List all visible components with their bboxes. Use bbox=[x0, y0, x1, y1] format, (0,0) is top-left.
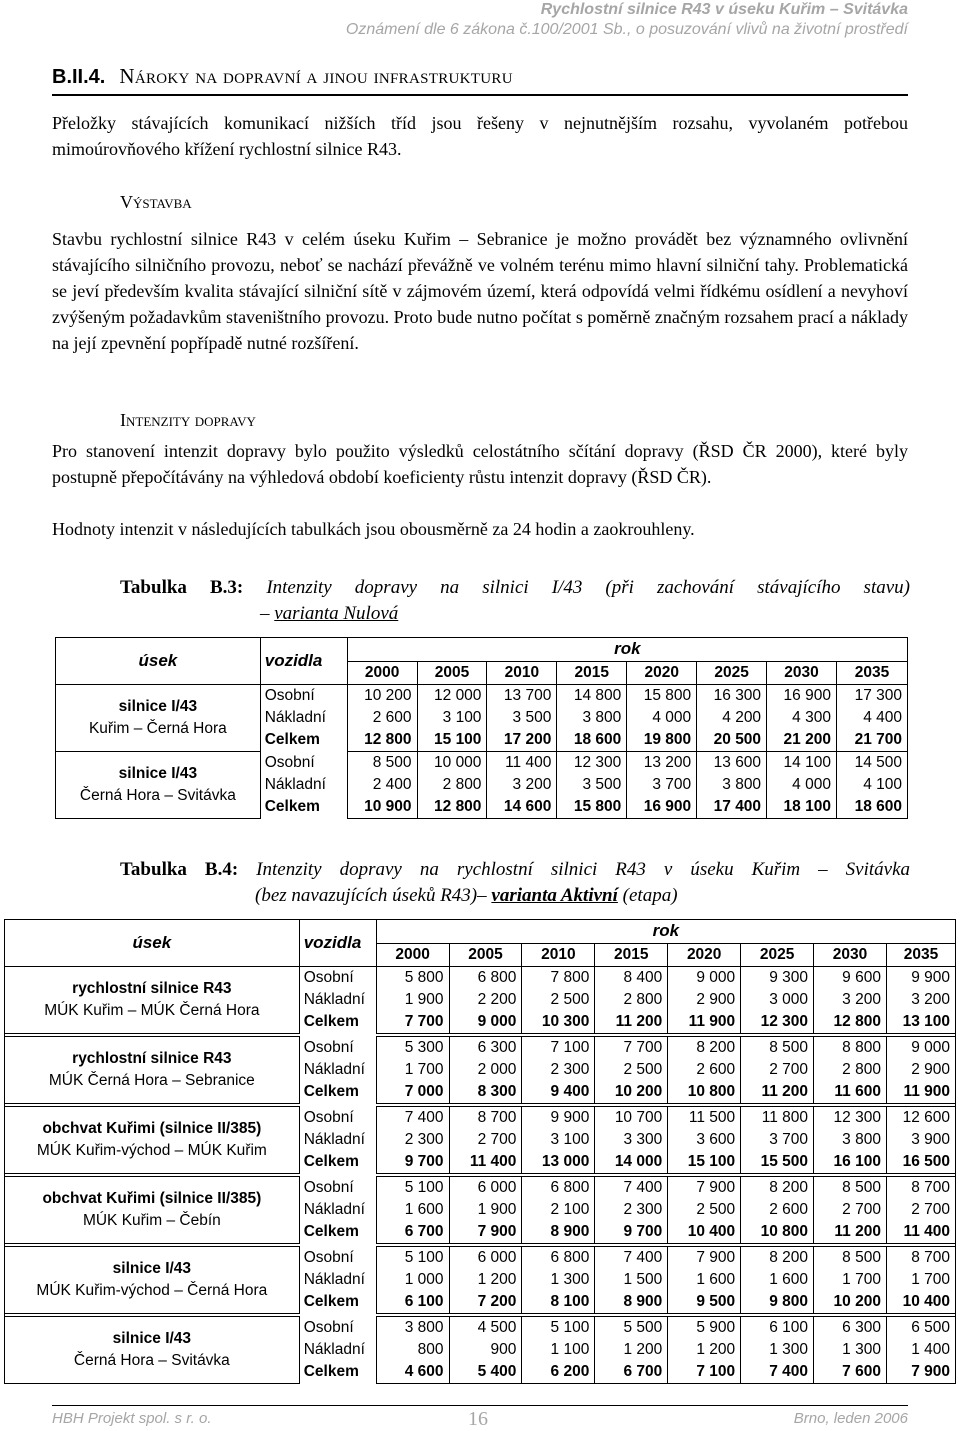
value-cell: 2 800 bbox=[417, 774, 487, 796]
value-cell: 7 000 bbox=[376, 1081, 449, 1104]
value-cell: 3 900 bbox=[886, 1129, 955, 1151]
value-cell: 9 700 bbox=[376, 1151, 449, 1174]
vehicle-type: Nákladní bbox=[299, 1059, 376, 1081]
value-cell: 9 000 bbox=[886, 1037, 955, 1060]
value-cell: 3 700 bbox=[741, 1129, 814, 1151]
value-cell: 3 800 bbox=[557, 707, 627, 729]
header-title: Rychlostní silnice R43 v úseku Kuřim – Svitávka bbox=[540, 1, 908, 18]
value-cell: 10 300 bbox=[522, 1011, 595, 1034]
value-cell: 7 100 bbox=[522, 1037, 595, 1060]
value-cell: 3 800 bbox=[814, 1129, 887, 1151]
value-cell: 17 300 bbox=[836, 685, 907, 708]
vehicle-type: Nákladní bbox=[299, 1129, 376, 1151]
value-cell: 8 700 bbox=[449, 1107, 522, 1130]
value-cell: 13 100 bbox=[886, 1011, 955, 1034]
value-cell: 1 600 bbox=[741, 1269, 814, 1291]
value-cell: 8 700 bbox=[886, 1247, 955, 1270]
segment-name: MÚK Kuřim – MÚK Černá Hora bbox=[44, 1002, 260, 1019]
header-subtitle: Oznámení dle 6 zákona č.100/2001 Sb., o posuzování vlivů na životní prostředí bbox=[345, 21, 908, 38]
intenzity-heading: Intenzity dopravy bbox=[120, 410, 256, 430]
vehicle-type: Osobní bbox=[299, 967, 376, 990]
table4 bbox=[4, 919, 956, 1384]
table3-caption-dash: – bbox=[260, 603, 270, 624]
value-cell: 6 800 bbox=[522, 1177, 595, 1200]
value-cell: 7 900 bbox=[449, 1221, 522, 1244]
vehicle-type: Celkem bbox=[299, 1081, 376, 1104]
value-cell: 1 200 bbox=[668, 1339, 741, 1361]
value-cell: 8 500 bbox=[347, 752, 417, 775]
vystavba-heading: Výstavba bbox=[120, 192, 192, 212]
intro-paragraph: Přeložky stávajících komunikací nižších tříd jsou řešeny v nejnutnějším rozsahu, vyvolaném potřebou mimoúrovňového křížení rychlostní silnice R43. bbox=[52, 113, 908, 159]
table3-caption-variant: varianta Nulová bbox=[274, 603, 399, 624]
segment-road: silnice I/43 bbox=[118, 765, 198, 782]
value-cell: 9 000 bbox=[449, 1011, 522, 1034]
value-cell: 7 900 bbox=[886, 1361, 955, 1384]
value-cell: 8 200 bbox=[741, 1177, 814, 1200]
year-header: 2035 bbox=[836, 662, 907, 685]
value-cell: 16 300 bbox=[697, 685, 767, 708]
value-cell: 2 600 bbox=[347, 707, 417, 729]
value-cell: 17 200 bbox=[487, 729, 557, 752]
value-cell: 5 400 bbox=[449, 1361, 522, 1384]
value-cell: 16 500 bbox=[886, 1151, 955, 1174]
value-cell: 11 200 bbox=[741, 1081, 814, 1104]
value-cell: 7 700 bbox=[376, 1011, 449, 1034]
value-cell: 15 100 bbox=[417, 729, 487, 752]
value-cell: 10 000 bbox=[417, 752, 487, 775]
value-cell: 17 400 bbox=[697, 796, 767, 819]
table3 bbox=[55, 637, 908, 819]
segment-name: Černá Hora – Svitávka bbox=[73, 1352, 230, 1369]
value-cell: 9 800 bbox=[741, 1291, 814, 1314]
segment-cell bbox=[5, 967, 300, 1034]
value-cell: 8 500 bbox=[741, 1037, 814, 1060]
segment-road: rychlostní silnice R43 bbox=[72, 980, 232, 997]
value-cell: 7 400 bbox=[595, 1247, 668, 1270]
value-cell: 12 600 bbox=[886, 1107, 955, 1130]
segment-road: silnice I/43 bbox=[112, 1330, 192, 1347]
value-cell: 2 500 bbox=[668, 1199, 741, 1221]
value-cell: 11 600 bbox=[814, 1081, 887, 1104]
value-cell: 2 000 bbox=[449, 1059, 522, 1081]
year-header: 2015 bbox=[557, 662, 627, 685]
table4-caption-label: Tabulka B.4: bbox=[120, 859, 239, 880]
value-cell: 15 800 bbox=[557, 796, 627, 819]
year-header: 2025 bbox=[697, 662, 767, 685]
value-cell: 1 000 bbox=[376, 1269, 449, 1291]
value-cell: 3 200 bbox=[487, 774, 557, 796]
header-vozidla: vozidla bbox=[260, 638, 347, 685]
value-cell: 2 700 bbox=[449, 1129, 522, 1151]
value-cell: 9 400 bbox=[522, 1081, 595, 1104]
value-cell: 13 200 bbox=[627, 752, 697, 775]
value-cell: 1 200 bbox=[595, 1339, 668, 1361]
value-cell: 2 700 bbox=[814, 1199, 887, 1221]
value-cell: 3 000 bbox=[741, 989, 814, 1011]
segment-cell bbox=[5, 1107, 300, 1174]
value-cell: 800 bbox=[376, 1339, 449, 1361]
segment-cell bbox=[56, 752, 261, 819]
value-cell: 6 200 bbox=[522, 1361, 595, 1384]
value-cell: 10 200 bbox=[347, 685, 417, 708]
vehicle-type: Nákladní bbox=[299, 1199, 376, 1221]
value-cell: 9 600 bbox=[814, 967, 887, 990]
value-cell: 2 500 bbox=[595, 1059, 668, 1081]
page-header bbox=[346, 0, 908, 40]
segment-name: Kuřim – Černá Hora bbox=[88, 720, 227, 737]
value-cell: 900 bbox=[449, 1339, 522, 1361]
value-cell: 1 400 bbox=[886, 1339, 955, 1361]
table4-caption-text: Intenzity dopravy na rychlostní silnici R43 v úseku Kuřim – Svitávka bbox=[256, 859, 910, 880]
table-row bbox=[5, 1177, 956, 1200]
value-cell: 8 900 bbox=[522, 1221, 595, 1244]
value-cell: 12 000 bbox=[417, 685, 487, 708]
value-cell: 6 700 bbox=[376, 1221, 449, 1244]
value-cell: 6 700 bbox=[595, 1361, 668, 1384]
header-rok: rok bbox=[376, 920, 955, 944]
value-cell: 7 600 bbox=[814, 1361, 887, 1384]
header-rok: rok bbox=[347, 638, 907, 662]
value-cell: 2 300 bbox=[595, 1199, 668, 1221]
table4-caption bbox=[120, 857, 910, 909]
value-cell: 7 100 bbox=[668, 1361, 741, 1384]
table-row bbox=[56, 685, 908, 708]
value-cell: 6 100 bbox=[741, 1317, 814, 1340]
value-cell: 8 500 bbox=[814, 1177, 887, 1200]
header-usek: úsek bbox=[56, 638, 261, 685]
value-cell: 2 600 bbox=[668, 1059, 741, 1081]
value-cell: 14 100 bbox=[767, 752, 837, 775]
value-cell: 2 300 bbox=[376, 1129, 449, 1151]
value-cell: 7 400 bbox=[376, 1107, 449, 1130]
value-cell: 18 100 bbox=[767, 796, 837, 819]
value-cell: 5 500 bbox=[595, 1317, 668, 1340]
segment-name: MÚK Kuřim-východ – Černá Hora bbox=[36, 1282, 268, 1299]
table-row bbox=[56, 752, 908, 775]
value-cell: 14 500 bbox=[836, 752, 907, 775]
value-cell: 11 400 bbox=[487, 752, 557, 775]
value-cell: 3 500 bbox=[487, 707, 557, 729]
value-cell: 1 300 bbox=[741, 1339, 814, 1361]
value-cell: 13 700 bbox=[487, 685, 557, 708]
value-cell: 9 900 bbox=[886, 967, 955, 990]
segment-cell bbox=[5, 1247, 300, 1314]
value-cell: 7 200 bbox=[449, 1291, 522, 1314]
segment-cell bbox=[5, 1037, 300, 1104]
value-cell: 2 400 bbox=[347, 774, 417, 796]
segment-cell bbox=[56, 685, 261, 752]
value-cell: 5 900 bbox=[668, 1317, 741, 1340]
value-cell: 7 400 bbox=[595, 1177, 668, 1200]
value-cell: 10 700 bbox=[595, 1107, 668, 1130]
value-cell: 2 700 bbox=[741, 1059, 814, 1081]
value-cell: 3 800 bbox=[376, 1317, 449, 1340]
vehicle-type: Osobní bbox=[299, 1107, 376, 1130]
value-cell: 2 800 bbox=[814, 1059, 887, 1081]
year-header: 2035 bbox=[886, 944, 955, 967]
value-cell: 3 100 bbox=[417, 707, 487, 729]
value-cell: 8 400 bbox=[595, 967, 668, 990]
vehicle-type: Nákladní bbox=[299, 1269, 376, 1291]
value-cell: 4 000 bbox=[767, 774, 837, 796]
vehicle-type: Nákladní bbox=[299, 1339, 376, 1361]
value-cell: 3 100 bbox=[522, 1129, 595, 1151]
value-cell: 1 700 bbox=[376, 1059, 449, 1081]
segment-name: MÚK Černá Hora – Sebranice bbox=[48, 1072, 255, 1089]
value-cell: 10 800 bbox=[741, 1221, 814, 1244]
value-cell: 11 800 bbox=[741, 1107, 814, 1130]
value-cell: 9 000 bbox=[668, 967, 741, 990]
value-cell: 1 500 bbox=[595, 1269, 668, 1291]
value-cell: 1 700 bbox=[814, 1269, 887, 1291]
value-cell: 5 800 bbox=[376, 967, 449, 990]
year-header: 2000 bbox=[347, 662, 417, 685]
section-number: B.II.4. bbox=[52, 66, 106, 88]
vehicle-type: Osobní bbox=[299, 1177, 376, 1200]
footer-company: HBH Projekt spol. s r. o. bbox=[52, 1410, 212, 1427]
value-cell: 13 600 bbox=[697, 752, 767, 775]
value-cell: 12 300 bbox=[741, 1011, 814, 1034]
value-cell: 8 500 bbox=[814, 1247, 887, 1270]
year-header: 2030 bbox=[767, 662, 837, 685]
segment-road: rychlostní silnice R43 bbox=[72, 1050, 232, 1067]
value-cell: 3 300 bbox=[595, 1129, 668, 1151]
value-cell: 3 200 bbox=[814, 989, 887, 1011]
vehicle-type: Nákladní bbox=[299, 989, 376, 1011]
table-row bbox=[5, 1317, 956, 1340]
value-cell: 10 200 bbox=[814, 1291, 887, 1314]
table-row bbox=[5, 967, 956, 990]
value-cell: 11 200 bbox=[595, 1011, 668, 1034]
year-header: 2005 bbox=[449, 944, 522, 967]
table3-caption bbox=[120, 575, 910, 627]
value-cell: 20 500 bbox=[697, 729, 767, 752]
value-cell: 15 500 bbox=[741, 1151, 814, 1174]
value-cell: 1 300 bbox=[522, 1269, 595, 1291]
value-cell: 2 900 bbox=[886, 1059, 955, 1081]
value-cell: 3 500 bbox=[557, 774, 627, 796]
year-header: 2030 bbox=[814, 944, 887, 967]
segment-road: obchvat Kuřimi (silnice II/385) bbox=[42, 1190, 262, 1207]
value-cell: 21 200 bbox=[767, 729, 837, 752]
value-cell: 8 300 bbox=[449, 1081, 522, 1104]
value-cell: 2 600 bbox=[741, 1199, 814, 1221]
value-cell: 5 300 bbox=[376, 1037, 449, 1060]
table4-caption-text3: (etapa) bbox=[617, 885, 678, 906]
value-cell: 3 200 bbox=[886, 989, 955, 1011]
vehicle-type: Osobní bbox=[260, 685, 347, 708]
year-header: 2010 bbox=[487, 662, 557, 685]
vehicle-type: Celkem bbox=[260, 796, 347, 819]
value-cell: 14 800 bbox=[557, 685, 627, 708]
value-cell: 1 300 bbox=[814, 1339, 887, 1361]
value-cell: 6 300 bbox=[814, 1317, 887, 1340]
value-cell: 10 200 bbox=[595, 1081, 668, 1104]
value-cell: 8 200 bbox=[668, 1037, 741, 1060]
value-cell: 2 900 bbox=[668, 989, 741, 1011]
year-header: 2005 bbox=[417, 662, 487, 685]
value-cell: 10 800 bbox=[668, 1081, 741, 1104]
value-cell: 8 200 bbox=[741, 1247, 814, 1270]
vehicle-type: Celkem bbox=[299, 1151, 376, 1174]
table3-caption-label: Tabulka B.3: bbox=[120, 577, 244, 598]
value-cell: 14 600 bbox=[487, 796, 557, 819]
table-row bbox=[5, 1107, 956, 1130]
value-cell: 18 600 bbox=[836, 796, 907, 819]
value-cell: 10 400 bbox=[886, 1291, 955, 1314]
value-cell: 2 300 bbox=[522, 1059, 595, 1081]
value-cell: 4 600 bbox=[376, 1361, 449, 1384]
value-cell: 4 400 bbox=[836, 707, 907, 729]
value-cell: 13 000 bbox=[522, 1151, 595, 1174]
value-cell: 12 800 bbox=[417, 796, 487, 819]
segment-name: MÚK Kuřim-východ – MÚK Kuřim bbox=[36, 1142, 267, 1159]
vehicle-type: Osobní bbox=[299, 1037, 376, 1060]
value-cell: 1 900 bbox=[376, 989, 449, 1011]
value-cell: 2 200 bbox=[449, 989, 522, 1011]
value-cell: 5 100 bbox=[376, 1177, 449, 1200]
value-cell: 2 500 bbox=[522, 989, 595, 1011]
value-cell: 1 600 bbox=[376, 1199, 449, 1221]
section-title: Nároky na dopravní a jinou infrastrukturu bbox=[119, 64, 513, 88]
value-cell: 2 800 bbox=[595, 989, 668, 1011]
segment-road: silnice I/43 bbox=[112, 1260, 192, 1277]
value-cell: 14 000 bbox=[595, 1151, 668, 1174]
value-cell: 2 100 bbox=[522, 1199, 595, 1221]
header-usek: úsek bbox=[5, 920, 300, 967]
value-cell: 3 700 bbox=[627, 774, 697, 796]
value-cell: 11 400 bbox=[886, 1221, 955, 1244]
vehicle-type: Nákladní bbox=[260, 774, 347, 796]
value-cell: 11 400 bbox=[449, 1151, 522, 1174]
value-cell: 12 800 bbox=[347, 729, 417, 752]
value-cell: 18 600 bbox=[557, 729, 627, 752]
value-cell: 6 000 bbox=[449, 1177, 522, 1200]
value-cell: 1 700 bbox=[886, 1269, 955, 1291]
year-header: 2015 bbox=[595, 944, 668, 967]
value-cell: 7 700 bbox=[595, 1037, 668, 1060]
table-row bbox=[5, 1037, 956, 1060]
value-cell: 21 700 bbox=[836, 729, 907, 752]
value-cell: 19 800 bbox=[627, 729, 697, 752]
value-cell: 16 900 bbox=[767, 685, 837, 708]
table-row bbox=[5, 1247, 956, 1270]
value-cell: 9 700 bbox=[595, 1221, 668, 1244]
value-cell: 6 300 bbox=[449, 1037, 522, 1060]
value-cell: 4 100 bbox=[836, 774, 907, 796]
vehicle-type: Celkem bbox=[299, 1361, 376, 1384]
intenzity-note: Hodnoty intenzit v následujících tabulkách jsou obousměrně za 24 hodin a zaokrouhleny. bbox=[52, 519, 695, 539]
year-header: 2020 bbox=[668, 944, 741, 967]
segment-road: silnice I/43 bbox=[118, 698, 198, 715]
vystavba-paragraph: Stavbu rychlostní silnice R43 v celém úseku Kuřim – Sebranice je možno provádět bez významného ovlivnění stávajícího silničního provozu, neboť se nachází převážně ve volném terénu mimo hlavní silniční tahy. Problematická se jeví především kvalita stávající silniční sítě v zájmovém území, která odpovídá velmi řídkému osídlení a nevyhoví zvýšeným požadavkům staveništního provozu. Proto bude nutno počítat s poměrně značným rozsahem prací a náklady na její zpevnění popřípadě nutné rozšíření. bbox=[52, 229, 908, 353]
year-header: 2020 bbox=[627, 662, 697, 685]
value-cell: 5 100 bbox=[376, 1247, 449, 1270]
value-cell: 7 900 bbox=[668, 1247, 741, 1270]
intenzity-paragraph: Pro stanovení intenzit dopravy bylo použito výsledků celostátního sčítání dopravy (ŘSD ČR 2000), které byly postupně přepočítávány na výhledová období koeficienty růstu intenzit dopravy (ŘSD ČR). bbox=[52, 441, 908, 487]
value-cell: 5 100 bbox=[522, 1317, 595, 1340]
section-heading bbox=[52, 64, 908, 96]
value-cell: 6 800 bbox=[449, 967, 522, 990]
table4-caption-variant: varianta Aktivní bbox=[491, 885, 618, 906]
vehicle-type: Osobní bbox=[299, 1247, 376, 1270]
value-cell: 6 800 bbox=[522, 1247, 595, 1270]
year-header: 2025 bbox=[741, 944, 814, 967]
value-cell: 16 100 bbox=[814, 1151, 887, 1174]
value-cell: 10 900 bbox=[347, 796, 417, 819]
value-cell: 8 900 bbox=[595, 1291, 668, 1314]
value-cell: 1 900 bbox=[449, 1199, 522, 1221]
value-cell: 12 800 bbox=[814, 1011, 887, 1034]
value-cell: 15 800 bbox=[627, 685, 697, 708]
vehicle-type: Celkem bbox=[299, 1291, 376, 1314]
value-cell: 4 300 bbox=[767, 707, 837, 729]
value-cell: 3 800 bbox=[697, 774, 767, 796]
value-cell: 11 900 bbox=[668, 1011, 741, 1034]
segment-name: Černá Hora – Svitávka bbox=[79, 787, 236, 804]
header-vozidla: vozidla bbox=[299, 920, 376, 967]
value-cell: 4 500 bbox=[449, 1317, 522, 1340]
value-cell: 8 700 bbox=[886, 1177, 955, 1200]
value-cell: 9 500 bbox=[668, 1291, 741, 1314]
segment-name: MÚK Kuřim – Čebín bbox=[82, 1212, 221, 1229]
value-cell: 6 500 bbox=[886, 1317, 955, 1340]
value-cell: 1 200 bbox=[449, 1269, 522, 1291]
vehicle-type: Osobní bbox=[260, 752, 347, 775]
value-cell: 6 000 bbox=[449, 1247, 522, 1270]
value-cell: 9 900 bbox=[522, 1107, 595, 1130]
value-cell: 12 300 bbox=[814, 1107, 887, 1130]
vehicle-type: Nákladní bbox=[260, 707, 347, 729]
page-footer bbox=[52, 1405, 908, 1430]
value-cell: 6 100 bbox=[376, 1291, 449, 1314]
value-cell: 7 800 bbox=[522, 967, 595, 990]
value-cell: 8 100 bbox=[522, 1291, 595, 1314]
value-cell: 9 300 bbox=[741, 967, 814, 990]
value-cell: 10 400 bbox=[668, 1221, 741, 1244]
value-cell: 12 300 bbox=[557, 752, 627, 775]
value-cell: 4 200 bbox=[697, 707, 767, 729]
vehicle-type: Osobní bbox=[299, 1317, 376, 1340]
year-header: 2010 bbox=[522, 944, 595, 967]
value-cell: 2 700 bbox=[886, 1199, 955, 1221]
value-cell: 1 100 bbox=[522, 1339, 595, 1361]
value-cell: 11 500 bbox=[668, 1107, 741, 1130]
vehicle-type: Celkem bbox=[260, 729, 347, 752]
page-number: 16 bbox=[468, 1408, 488, 1430]
segment-road: obchvat Kuřimi (silnice II/385) bbox=[42, 1120, 262, 1137]
vehicle-type: Celkem bbox=[299, 1011, 376, 1034]
value-cell: 8 800 bbox=[814, 1037, 887, 1060]
value-cell: 15 100 bbox=[668, 1151, 741, 1174]
value-cell: 4 000 bbox=[627, 707, 697, 729]
segment-cell bbox=[5, 1317, 300, 1384]
vehicle-type: Celkem bbox=[299, 1221, 376, 1244]
table4-caption-text2: (bez navazujících úseků R43)– bbox=[255, 885, 492, 906]
value-cell: 16 900 bbox=[627, 796, 697, 819]
footer-date: Brno, leden 2006 bbox=[793, 1410, 908, 1427]
value-cell: 7 400 bbox=[741, 1361, 814, 1384]
value-cell: 3 600 bbox=[668, 1129, 741, 1151]
segment-cell bbox=[5, 1177, 300, 1244]
value-cell: 11 900 bbox=[886, 1081, 955, 1104]
value-cell: 7 900 bbox=[668, 1177, 741, 1200]
value-cell: 11 200 bbox=[814, 1221, 887, 1244]
table3-caption-text: Intenzity dopravy na silnici I/43 (při zachování stávajícího stavu) bbox=[266, 577, 910, 598]
year-header: 2000 bbox=[376, 944, 449, 967]
value-cell: 1 600 bbox=[668, 1269, 741, 1291]
